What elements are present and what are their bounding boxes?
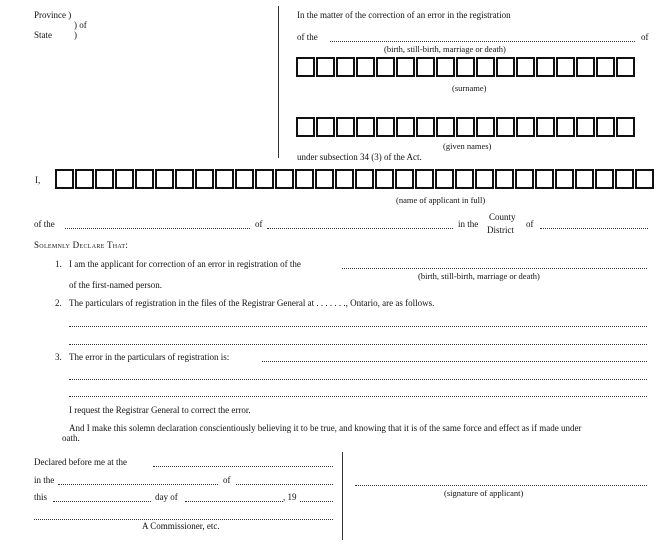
applicant-name-box[interactable] [475, 169, 494, 189]
surname-box[interactable] [316, 57, 335, 77]
surname-box[interactable] [496, 57, 515, 77]
applicant-name-box[interactable] [155, 169, 174, 189]
matter-of-end: of [641, 32, 649, 42]
applicant-signature-caption: (signature of applicant) [444, 488, 524, 498]
surname-box[interactable] [576, 57, 595, 77]
given-names-boxes[interactable] [296, 117, 636, 137]
top-divider [278, 6, 279, 158]
given-name-box[interactable] [376, 117, 395, 137]
sig-of: of [223, 475, 231, 485]
applicant-name-box[interactable] [395, 169, 414, 189]
given-name-box[interactable] [516, 117, 535, 137]
commissioner-caption: A Commissioner, etc. [142, 521, 220, 531]
surname-caption: (surname) [452, 83, 487, 93]
item1-continuation: of the first-named person. [69, 280, 162, 290]
item2-line-1[interactable] [69, 325, 647, 327]
item2-text: The particulars of registration in the files of the Registrar General at . . . . . . ., Ontario, are as follows. [69, 298, 435, 308]
municipality-name-field[interactable] [267, 227, 453, 229]
applicant-name-box[interactable] [595, 169, 614, 189]
location-of-end: of [526, 219, 534, 229]
solemn-text: And I make this solemn declaration conscientiously believing it to be true, and knowing that it is of the same force and effect as if made under [69, 423, 582, 433]
of-label: ) of [74, 20, 87, 30]
applicant-name-box[interactable] [235, 169, 254, 189]
given-name-box[interactable] [496, 117, 515, 137]
applicant-name-box[interactable] [75, 169, 94, 189]
day-field[interactable] [53, 500, 151, 502]
applicant-name-boxes[interactable] [55, 169, 655, 189]
district-label: District [487, 225, 514, 235]
county-name-field[interactable] [540, 227, 648, 229]
applicant-name-box[interactable] [135, 169, 154, 189]
sig-this: this [34, 492, 48, 502]
matter-heading: In the matter of the correction of an error in the registration [297, 10, 511, 20]
surname-box[interactable] [516, 57, 535, 77]
request-text: I request the Registrar General to correct the error. [69, 405, 251, 415]
surname-box[interactable] [616, 57, 635, 77]
applicant-name-box[interactable] [575, 169, 594, 189]
surname-box[interactable] [296, 57, 315, 77]
applicant-name-box[interactable] [415, 169, 434, 189]
applicant-name-box[interactable] [615, 169, 634, 189]
sig-year: , 19 [283, 492, 297, 502]
event-caption: (birth, still-birth, marriage or death) [384, 44, 506, 54]
applicant-name-box[interactable] [215, 169, 234, 189]
surname-box[interactable] [396, 57, 415, 77]
surname-box[interactable] [556, 57, 575, 77]
given-name-box[interactable] [416, 117, 435, 137]
applicant-name-box[interactable] [455, 169, 474, 189]
surname-box[interactable] [416, 57, 435, 77]
item3-text: The error in the particulars of registration is: [69, 352, 230, 362]
location-of-the: of the [34, 219, 55, 229]
location-of: of [255, 219, 263, 229]
applicant-name-box[interactable] [95, 169, 114, 189]
applicant-name-box[interactable] [55, 169, 74, 189]
item3-line-3[interactable] [69, 395, 647, 397]
applicant-name-box[interactable] [515, 169, 534, 189]
given-name-box[interactable] [576, 117, 595, 137]
applicant-name-box[interactable] [375, 169, 394, 189]
sig-in-the: in the [34, 475, 55, 485]
given-name-box[interactable] [296, 117, 315, 137]
province-label: Province ) [34, 10, 72, 20]
applicant-signature-line[interactable] [355, 484, 647, 486]
given-name-box[interactable] [396, 117, 415, 137]
given-name-box[interactable] [556, 117, 575, 137]
applicant-name-box[interactable] [635, 169, 654, 189]
surname-box[interactable] [436, 57, 455, 77]
applicant-name-box[interactable] [175, 169, 194, 189]
given-name-box[interactable] [616, 117, 635, 137]
state-label: State [34, 30, 52, 40]
applicant-name-box[interactable] [295, 169, 314, 189]
matter-of-the: of the [297, 32, 318, 42]
surname-box[interactable] [536, 57, 555, 77]
item1-event-field[interactable] [342, 267, 647, 269]
item2-line-2[interactable] [69, 343, 647, 345]
declare-heading: Solemnly Declare That: [34, 240, 129, 250]
surname-box[interactable] [476, 57, 495, 77]
applicant-name-box[interactable] [255, 169, 274, 189]
i-label: I, [35, 175, 41, 185]
applicant-name-box[interactable] [435, 169, 454, 189]
applicant-name-box[interactable] [555, 169, 574, 189]
declared-county-field[interactable] [236, 483, 333, 485]
item3-line-2[interactable] [69, 378, 647, 380]
declared-before-label: Declared before me at the [34, 457, 127, 467]
location-in-the: in the [458, 219, 479, 229]
given-name-box[interactable] [456, 117, 475, 137]
state-paren: ) [74, 30, 77, 40]
surname-boxes[interactable] [296, 57, 636, 77]
item1-caption: (birth, still-birth, marriage or death) [418, 271, 540, 281]
declared-municipality-field[interactable] [58, 483, 218, 485]
item3-number: 3. [55, 352, 62, 362]
surname-box[interactable] [356, 57, 375, 77]
month-field[interactable] [185, 500, 283, 502]
given-name-box[interactable] [336, 117, 355, 137]
item2-number: 2. [55, 298, 62, 308]
subsection-text: under subsection 34 (3) of the Act. [297, 152, 422, 162]
applicant-name-box[interactable] [195, 169, 214, 189]
given-name-box[interactable] [596, 117, 615, 137]
surname-box[interactable] [596, 57, 615, 77]
commissioner-signature-line[interactable] [34, 518, 333, 520]
applicant-name-box[interactable] [115, 169, 134, 189]
applicant-name-box[interactable] [495, 169, 514, 189]
item1-number: 1. [55, 259, 62, 269]
applicant-name-caption: (name of applicant in full) [396, 195, 486, 205]
given-caption: (given names) [443, 141, 492, 151]
solemn-continuation: oath. [62, 433, 80, 443]
sig-day-of: day of [155, 492, 178, 502]
event-field[interactable] [330, 40, 635, 42]
year-field[interactable] [300, 500, 333, 502]
given-name-box[interactable] [436, 117, 455, 137]
municipality-type-field[interactable] [65, 227, 250, 229]
applicant-name-box[interactable] [335, 169, 354, 189]
given-name-box[interactable] [476, 117, 495, 137]
declared-place-field[interactable] [153, 465, 333, 467]
signature-divider [342, 452, 343, 540]
given-name-box[interactable] [316, 117, 335, 137]
item1-text: I am the applicant for correction of an error in registration of the [69, 259, 301, 269]
item3-line-1[interactable] [262, 360, 647, 362]
given-name-box[interactable] [536, 117, 555, 137]
applicant-name-box[interactable] [275, 169, 294, 189]
applicant-name-box[interactable] [535, 169, 554, 189]
county-label: County [489, 212, 516, 222]
surname-box[interactable] [376, 57, 395, 77]
applicant-name-box[interactable] [355, 169, 374, 189]
given-name-box[interactable] [356, 117, 375, 137]
applicant-name-box[interactable] [315, 169, 334, 189]
surname-box[interactable] [336, 57, 355, 77]
surname-box[interactable] [456, 57, 475, 77]
